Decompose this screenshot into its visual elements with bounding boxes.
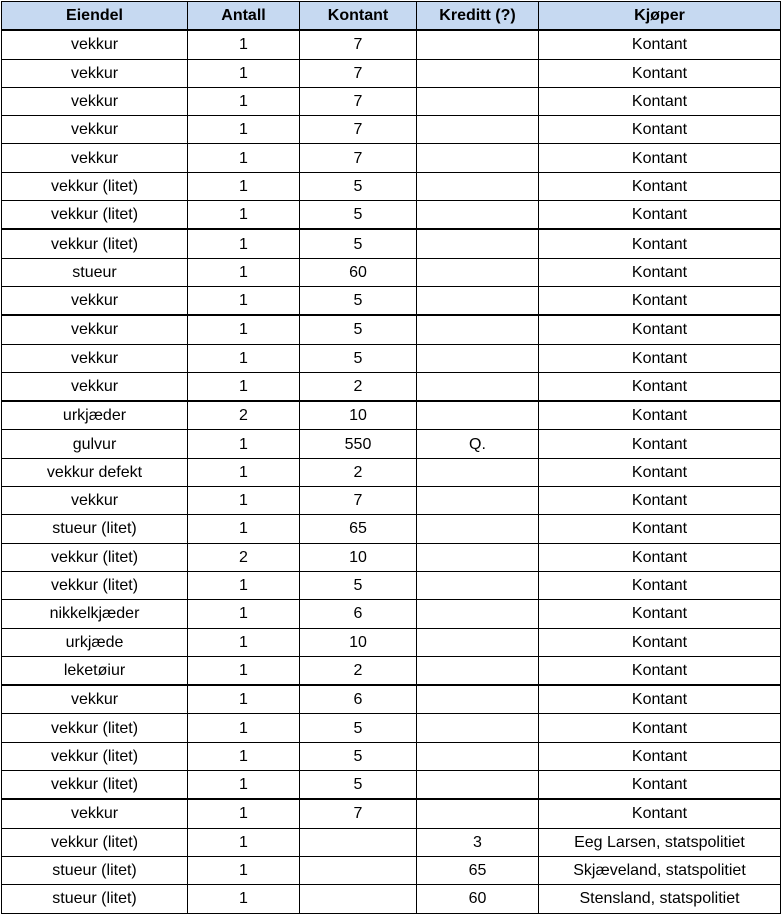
table-row <box>2 856 781 884</box>
cell-eiendel: vekkur (litet) <box>2 543 188 571</box>
cell-kjoper: Kontant <box>539 59 781 87</box>
cell-kreditt <box>417 487 539 515</box>
cell-kreditt <box>417 799 539 828</box>
table-row <box>2 571 781 599</box>
table-row <box>2 685 781 714</box>
cell-kreditt <box>417 315 539 344</box>
cell-kjoper: Kontant <box>539 344 781 372</box>
cell-kjoper: Kontant <box>539 87 781 115</box>
cell-antall: 1 <box>188 828 300 856</box>
table-row <box>2 116 781 144</box>
cell-kjoper: Kontant <box>539 229 781 258</box>
cell-kreditt <box>417 742 539 770</box>
cell-kjoper: Kontant <box>539 656 781 685</box>
cell-kontant: 5 <box>300 286 417 315</box>
cell-eiendel: vekkur (litet) <box>2 742 188 770</box>
cell-eiendel: vekkur <box>2 30 188 59</box>
cell-kjoper: Kontant <box>539 201 781 230</box>
cell-eiendel: vekkur <box>2 372 188 401</box>
cell-kreditt <box>417 344 539 372</box>
cell-eiendel: stueur <box>2 258 188 286</box>
cell-kjoper: Kontant <box>539 742 781 770</box>
cell-antall: 1 <box>188 286 300 315</box>
table-row <box>2 201 781 230</box>
cell-eiendel: vekkur <box>2 286 188 315</box>
table-row <box>2 372 781 401</box>
cell-kontant <box>300 885 417 913</box>
header-kjoper: Kjøper <box>539 2 781 31</box>
cell-kjoper: Eeg Larsen, statspolitiet <box>539 828 781 856</box>
table-row <box>2 430 781 458</box>
cell-kjoper: Kontant <box>539 458 781 486</box>
cell-kreditt <box>417 656 539 685</box>
cell-kreditt <box>417 458 539 486</box>
cell-kjoper: Kontant <box>539 487 781 515</box>
cell-kontant: 7 <box>300 144 417 172</box>
cell-kjoper: Kontant <box>539 628 781 656</box>
cell-kreditt <box>417 372 539 401</box>
cell-kontant <box>300 828 417 856</box>
cell-antall: 1 <box>188 771 300 800</box>
cell-eiendel: vekkur (litet) <box>2 229 188 258</box>
cell-kontant: 5 <box>300 229 417 258</box>
cell-antall: 1 <box>188 856 300 884</box>
cell-kjoper: Kontant <box>539 771 781 800</box>
cell-antall: 1 <box>188 87 300 115</box>
cell-kjoper: Kontant <box>539 315 781 344</box>
table-row <box>2 344 781 372</box>
table-row <box>2 656 781 685</box>
cell-eiendel: vekkur <box>2 144 188 172</box>
cell-kjoper: Kontant <box>539 372 781 401</box>
table-row <box>2 515 781 543</box>
cell-eiendel: vekkur (litet) <box>2 828 188 856</box>
cell-kjoper: Kontant <box>539 571 781 599</box>
table-row <box>2 258 781 286</box>
cell-eiendel: vekkur <box>2 87 188 115</box>
cell-kjoper: Kontant <box>539 600 781 628</box>
cell-eiendel: leketøiur <box>2 656 188 685</box>
cell-eiendel: urkjæde <box>2 628 188 656</box>
cell-kjoper: Kontant <box>539 116 781 144</box>
table-row <box>2 742 781 770</box>
cell-kontant: 5 <box>300 714 417 742</box>
cell-antall: 1 <box>188 430 300 458</box>
cell-kreditt <box>417 543 539 571</box>
cell-kreditt: 3 <box>417 828 539 856</box>
cell-antall: 1 <box>188 229 300 258</box>
cell-kreditt <box>417 401 539 430</box>
cell-kjoper: Kontant <box>539 172 781 200</box>
cell-kontant: 2 <box>300 372 417 401</box>
cell-kjoper: Skjæveland, statspolitiet <box>539 856 781 884</box>
cell-kreditt <box>417 515 539 543</box>
cell-eiendel: vekkur (litet) <box>2 771 188 800</box>
cell-kreditt <box>417 87 539 115</box>
cell-kreditt: 60 <box>417 885 539 913</box>
cell-kreditt <box>417 144 539 172</box>
cell-kontant <box>300 856 417 884</box>
cell-eiendel: vekkur <box>2 116 188 144</box>
table-row <box>2 286 781 315</box>
cell-antall: 1 <box>188 258 300 286</box>
table-row <box>2 172 781 200</box>
cell-kreditt <box>417 258 539 286</box>
cell-eiendel: vekkur <box>2 344 188 372</box>
cell-kontant: 10 <box>300 543 417 571</box>
cell-kontant: 7 <box>300 87 417 115</box>
table-row <box>2 714 781 742</box>
table-row <box>2 628 781 656</box>
cell-antall: 1 <box>188 144 300 172</box>
table-row <box>2 600 781 628</box>
cell-kreditt <box>417 571 539 599</box>
cell-eiendel: vekkur (litet) <box>2 201 188 230</box>
table-row <box>2 401 781 430</box>
cell-kontant: 2 <box>300 656 417 685</box>
cell-antall: 1 <box>188 571 300 599</box>
cell-antall: 1 <box>188 714 300 742</box>
cell-eiendel: vekkur <box>2 487 188 515</box>
header-antall: Antall <box>188 2 300 31</box>
table-row <box>2 315 781 344</box>
cell-kontant: 7 <box>300 116 417 144</box>
cell-kreditt <box>417 685 539 714</box>
cell-kjoper: Kontant <box>539 430 781 458</box>
cell-antall: 1 <box>188 685 300 714</box>
cell-antall: 1 <box>188 315 300 344</box>
cell-kreditt <box>417 600 539 628</box>
cell-kontant: 5 <box>300 742 417 770</box>
cell-kjoper: Kontant <box>539 30 781 59</box>
cell-kjoper: Kontant <box>539 401 781 430</box>
cell-antall: 1 <box>188 172 300 200</box>
table-row <box>2 799 781 828</box>
table-row <box>2 885 781 913</box>
inventory-table <box>1 1 781 914</box>
cell-kreditt: Q. <box>417 430 539 458</box>
cell-eiendel: vekkur <box>2 799 188 828</box>
cell-eiendel: vekkur defekt <box>2 458 188 486</box>
cell-eiendel: vekkur (litet) <box>2 172 188 200</box>
table-row <box>2 543 781 571</box>
cell-antall: 1 <box>188 344 300 372</box>
cell-kreditt: 65 <box>417 856 539 884</box>
cell-kjoper: Kontant <box>539 144 781 172</box>
cell-kontant: 7 <box>300 59 417 87</box>
cell-kontant: 5 <box>300 771 417 800</box>
cell-kontant: 5 <box>300 201 417 230</box>
table-row <box>2 30 781 59</box>
cell-kjoper: Kontant <box>539 543 781 571</box>
cell-antall: 1 <box>188 742 300 770</box>
cell-kontant: 10 <box>300 628 417 656</box>
table-row <box>2 828 781 856</box>
cell-kontant: 5 <box>300 344 417 372</box>
cell-kreditt <box>417 59 539 87</box>
cell-antall: 1 <box>188 487 300 515</box>
cell-kjoper: Kontant <box>539 515 781 543</box>
cell-eiendel: stueur (litet) <box>2 856 188 884</box>
cell-antall: 1 <box>188 628 300 656</box>
cell-kreditt <box>417 229 539 258</box>
cell-antall: 2 <box>188 401 300 430</box>
cell-kontant: 5 <box>300 315 417 344</box>
cell-kontant: 5 <box>300 172 417 200</box>
header-row <box>2 2 781 31</box>
cell-kreditt <box>417 771 539 800</box>
cell-antall: 1 <box>188 116 300 144</box>
cell-eiendel: vekkur (litet) <box>2 571 188 599</box>
cell-eiendel: vekkur <box>2 685 188 714</box>
cell-kontant: 7 <box>300 487 417 515</box>
cell-antall: 1 <box>188 59 300 87</box>
cell-kontant: 7 <box>300 799 417 828</box>
cell-antall: 1 <box>188 30 300 59</box>
cell-kjoper: Stensland, statspolitiet <box>539 885 781 913</box>
table-row <box>2 229 781 258</box>
cell-kjoper: Kontant <box>539 685 781 714</box>
cell-kreditt <box>417 286 539 315</box>
cell-antall: 1 <box>188 600 300 628</box>
cell-antall: 1 <box>188 458 300 486</box>
cell-kontant: 5 <box>300 571 417 599</box>
cell-kontant: 550 <box>300 430 417 458</box>
table-row <box>2 771 781 800</box>
cell-antall: 1 <box>188 515 300 543</box>
table-row <box>2 487 781 515</box>
cell-eiendel: vekkur <box>2 315 188 344</box>
cell-kjoper: Kontant <box>539 258 781 286</box>
cell-kontant: 65 <box>300 515 417 543</box>
cell-antall: 1 <box>188 799 300 828</box>
cell-antall: 1 <box>188 885 300 913</box>
header-eiendel: Eiendel <box>2 2 188 31</box>
cell-kontant: 10 <box>300 401 417 430</box>
table-row <box>2 59 781 87</box>
cell-kontant: 7 <box>300 30 417 59</box>
cell-eiendel: vekkur <box>2 59 188 87</box>
cell-kontant: 60 <box>300 258 417 286</box>
header-kontant: Kontant <box>300 2 417 31</box>
header-kreditt: Kreditt (?) <box>417 2 539 31</box>
cell-antall: 2 <box>188 543 300 571</box>
cell-kreditt <box>417 201 539 230</box>
cell-antall: 1 <box>188 372 300 401</box>
cell-antall: 1 <box>188 656 300 685</box>
cell-eiendel: vekkur (litet) <box>2 714 188 742</box>
cell-antall: 1 <box>188 201 300 230</box>
table-row <box>2 144 781 172</box>
table-row <box>2 458 781 486</box>
cell-kontant: 6 <box>300 600 417 628</box>
cell-kjoper: Kontant <box>539 286 781 315</box>
cell-kontant: 6 <box>300 685 417 714</box>
cell-eiendel: stueur (litet) <box>2 885 188 913</box>
cell-kreditt <box>417 714 539 742</box>
table-row <box>2 87 781 115</box>
table-body <box>2 30 781 913</box>
cell-kreditt <box>417 116 539 144</box>
cell-kreditt <box>417 172 539 200</box>
cell-kjoper: Kontant <box>539 799 781 828</box>
cell-kreditt <box>417 628 539 656</box>
cell-kreditt <box>417 30 539 59</box>
cell-eiendel: nikkelkjæder <box>2 600 188 628</box>
cell-eiendel: gulvur <box>2 430 188 458</box>
cell-kontant: 2 <box>300 458 417 486</box>
cell-eiendel: urkjæder <box>2 401 188 430</box>
cell-eiendel: stueur (litet) <box>2 515 188 543</box>
cell-kjoper: Kontant <box>539 714 781 742</box>
